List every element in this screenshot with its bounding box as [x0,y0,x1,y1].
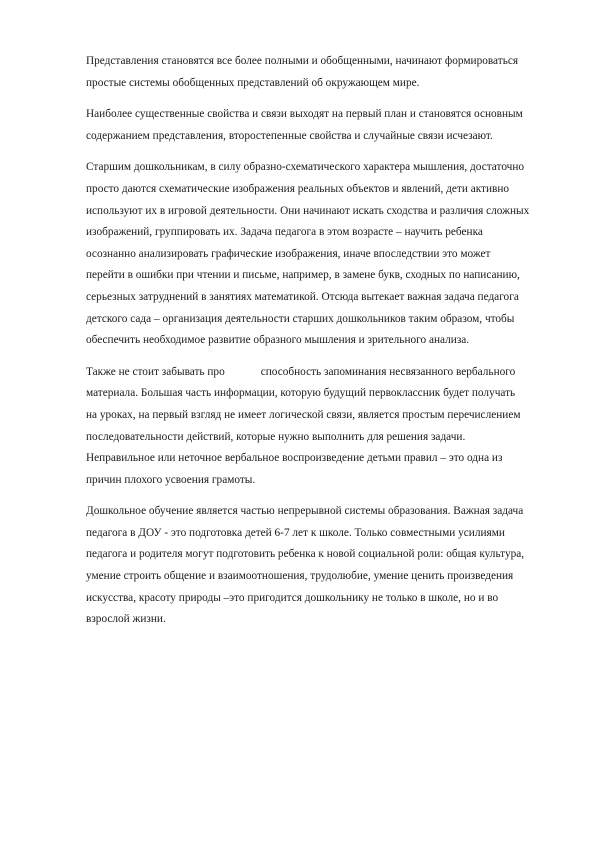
paragraph-4 [86,362,556,492]
text-line: взрослой жизни. [86,613,166,626]
text-fragment: Также не стоит забывать про [86,365,225,378]
text-fragment: способность запоминания несвязанного вербального [260,365,516,378]
text-line: простые системы обобщенных представлений об окружающем мире. [86,76,420,89]
text-line: последовательности действий, которые нужно выполнить для решения задачи. [86,430,466,443]
text-line [86,362,556,384]
text-line: Неправильное или неточное вербальное воспроизведение детьми правил – это одна из [86,452,503,465]
text-line: обеспечить необходимое развитие образного мышления и зрительного анализа. [86,334,470,347]
paragraph-3 [86,157,556,351]
text-line: Старшим дошкольникам, в силу образно-схематического характера мышления, достаточно [86,161,525,174]
text-line: материала. Большая часть информации, которую будущий первоклассник будет получать [86,387,516,400]
text-line: просто даются схематические изображения реальных объектов и явлений, дети активно [86,182,510,195]
text-line: Дошкольное обучение является частью непрерывной системы образования. Важная задача [86,505,524,518]
text-line: осознанно анализировать графические изображения, иначе впоследствии это может [86,247,491,260]
text-line: причин плохого усвоения грамоты. [86,473,256,486]
text-line: перейти в ошибки при чтении и письме, например, в замене букв, сходных по написанию, [86,269,520,282]
text-line: педагога в ДОУ - это подготовка детей 6-7 лет к школе. Только совместными усилиями [86,526,505,539]
text-line: педагога и родителя могут подготовить ребенка к новой социальной роли: общая культура, [86,548,525,561]
text-line: содержанием представления, второстепенные свойства и случайные связи исчезают. [86,129,493,142]
text-line: серьезных затруднений в занятиях математикой. Отсюда вытекает важная задача педагога [86,290,519,303]
text-line: Наиболее существенные свойства и связи выходят на первый план и становятся основным [86,108,523,121]
paragraph-5 [86,501,556,631]
text-line: Представления становятся все более полными и обобщенными, начинают формироваться [86,55,519,67]
paragraph-2 [86,104,556,147]
paragraph-1 [86,51,556,94]
document-body [86,51,556,641]
text-line: на уроках, на первый взгляд не имеет логической связи, является простым перечислением [86,408,521,421]
text-line: используют их в игровой деятельности. Они начинают искать сходства и различия сложных [86,204,530,217]
text-line: детского сада – организация деятельности старших дошкольников таким образом, чтобы [86,312,515,325]
text-line: искусства, красоту природы –это пригодится дошкольнику не только в школе, но и во [86,591,499,604]
text-line: изображений, группировать их. Задача педагога в этом возрасте – научить ребенка [86,226,483,239]
text-line: умение строить общение и взаимоотношения, трудолюбие, умение ценить произведения [86,570,514,583]
